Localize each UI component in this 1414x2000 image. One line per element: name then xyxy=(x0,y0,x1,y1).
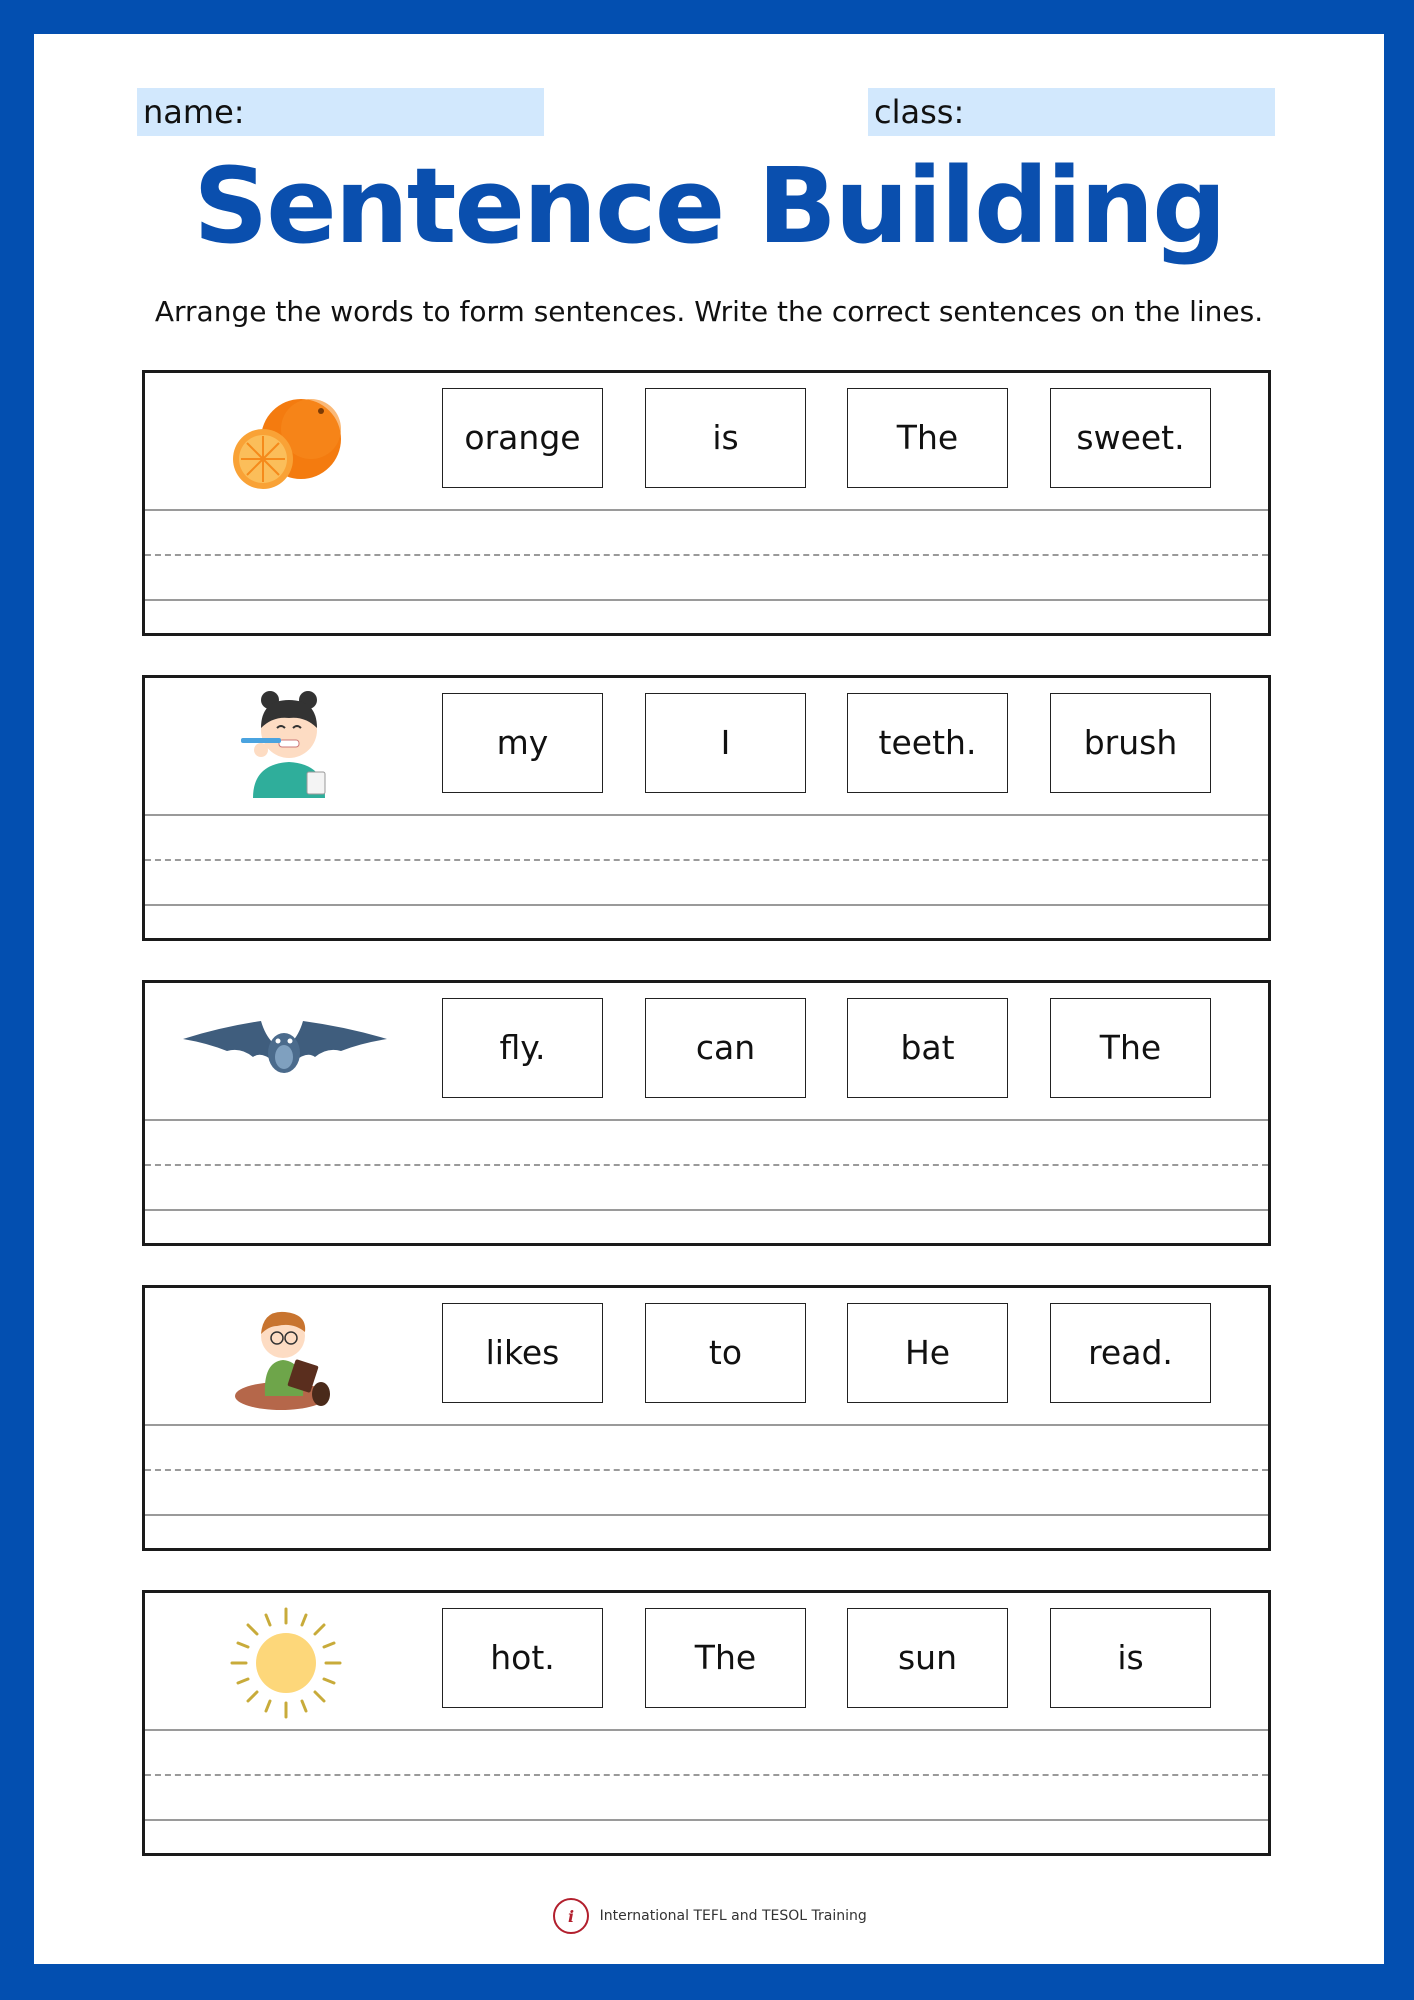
writing-line-top[interactable] xyxy=(145,1729,1268,1731)
instructions: Arrange the words to form sentences. Write the correct sentences on the lines. xyxy=(154,295,1264,328)
footer xyxy=(34,1896,1384,1936)
exercise-2 xyxy=(142,675,1271,941)
girl-brushing-teeth-icon xyxy=(181,686,391,806)
writing-line-mid[interactable] xyxy=(145,1164,1268,1166)
class-label: class: xyxy=(874,93,965,131)
word-card: likes xyxy=(442,1303,603,1403)
word-card: to xyxy=(645,1303,806,1403)
sun-icon xyxy=(181,1601,391,1721)
exercise-4 xyxy=(142,1285,1271,1551)
writing-line-mid[interactable] xyxy=(145,554,1268,556)
exercise-3 xyxy=(142,980,1271,1246)
word-card: The xyxy=(645,1608,806,1708)
name-label: name: xyxy=(143,93,245,131)
orange-icon xyxy=(181,381,391,501)
boy-reading-icon xyxy=(181,1296,391,1416)
exercise-1 xyxy=(142,370,1271,636)
word-card: orange xyxy=(442,388,603,488)
worksheet-page xyxy=(34,34,1384,1964)
writing-line-base[interactable] xyxy=(145,1819,1268,1821)
word-card: teeth. xyxy=(847,693,1008,793)
word-card: sun xyxy=(847,1608,1008,1708)
word-card: fly. xyxy=(442,998,603,1098)
writing-line-base[interactable] xyxy=(145,904,1268,906)
class-field[interactable] xyxy=(868,88,1275,136)
exercise-5 xyxy=(142,1590,1271,1856)
word-card: bat xyxy=(847,998,1008,1098)
writing-line-base[interactable] xyxy=(145,599,1268,601)
word-card: The xyxy=(1050,998,1211,1098)
word-card: read. xyxy=(1050,1303,1211,1403)
writing-line-mid[interactable] xyxy=(145,859,1268,861)
writing-line-top[interactable] xyxy=(145,814,1268,816)
page-title: Sentence Building xyxy=(193,145,1225,267)
writing-line-top[interactable] xyxy=(145,509,1268,511)
word-card: I xyxy=(645,693,806,793)
writing-line-mid[interactable] xyxy=(145,1469,1268,1471)
word-card: brush xyxy=(1050,693,1211,793)
word-card: The xyxy=(847,388,1008,488)
writing-line-base[interactable] xyxy=(145,1209,1268,1211)
bat-icon xyxy=(181,991,391,1111)
word-card: my xyxy=(442,693,603,793)
writing-line-mid[interactable] xyxy=(145,1774,1268,1776)
word-card: is xyxy=(645,388,806,488)
word-card: hot. xyxy=(442,1608,603,1708)
word-card: is xyxy=(1050,1608,1211,1708)
writing-line-base[interactable] xyxy=(145,1514,1268,1516)
ittt-logo-icon xyxy=(551,1896,591,1936)
word-card: can xyxy=(645,998,806,1098)
writing-line-top[interactable] xyxy=(145,1424,1268,1426)
name-field[interactable] xyxy=(137,88,544,136)
word-card: He xyxy=(847,1303,1008,1403)
svg-text:i: i xyxy=(568,1907,575,1926)
word-card: sweet. xyxy=(1050,388,1211,488)
writing-line-top[interactable] xyxy=(145,1119,1268,1121)
footer-text: International TEFL and TESOL Training xyxy=(599,1908,867,1924)
